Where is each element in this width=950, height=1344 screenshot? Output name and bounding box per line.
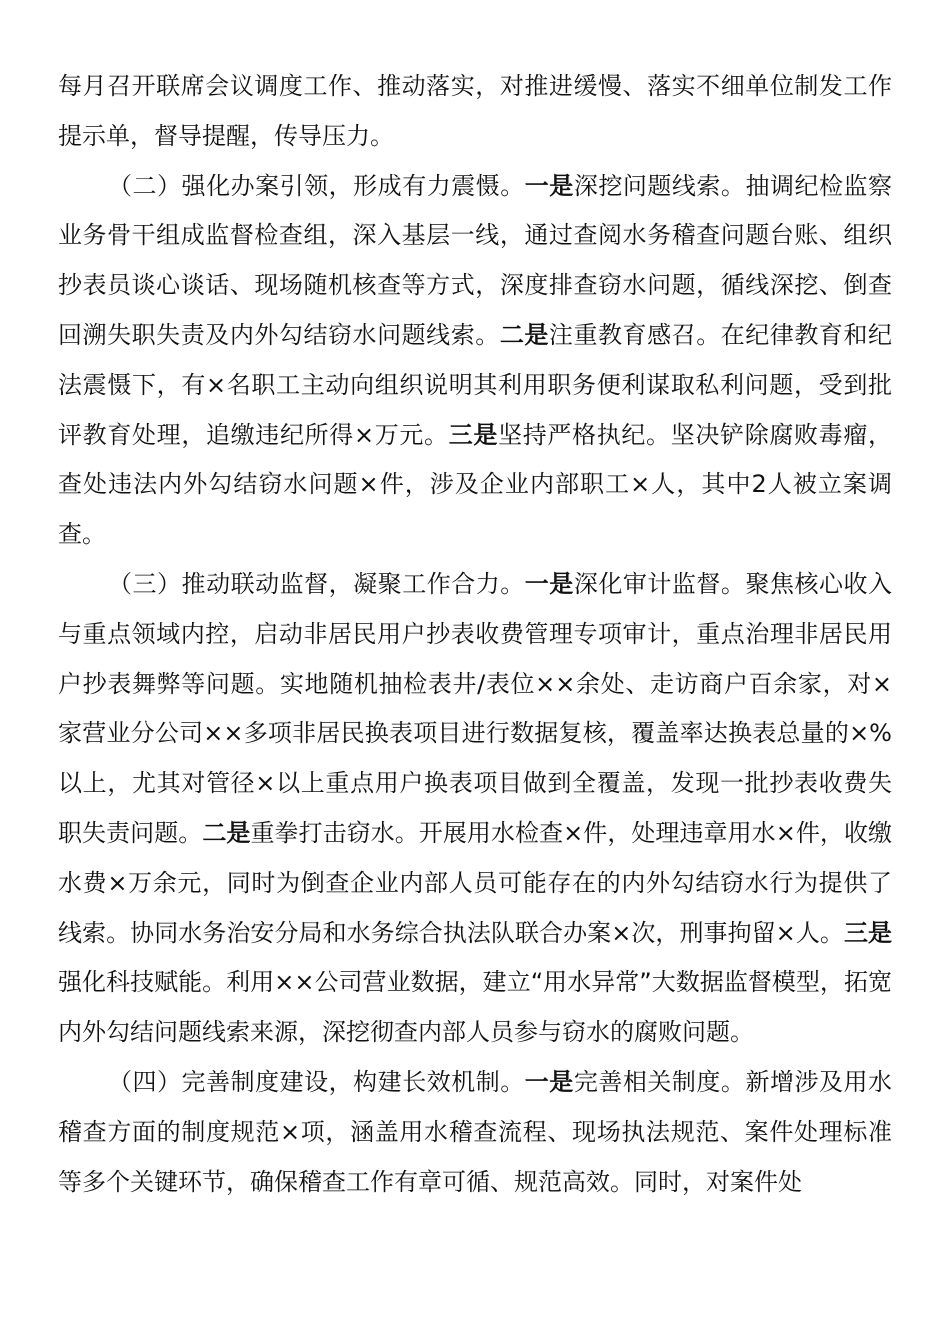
paragraph-2 — [58, 162, 892, 560]
section-heading-2: （二）强化办案引领，形成有力震慑。 — [108, 171, 525, 200]
point-text-2: 重拳打击窃水。开展用水检查×件，处理违章用水×件，收缴水费×万余元，同时为倒查企业内部人员可能存在的内外勾结窃水行为提供了线索。协同水务治安分局和水务综合执法队联合办案×次，刑事拘留×人。 — [58, 818, 893, 947]
point-text-1: 深化审计监督。聚焦核心收入与重点领域内控，启动非居民用户抄表收费管理专项审计，重点治理非居民用户抄表舞弊等问题。实地随机抽检表井/表位××余处、走访商户百余家，对×家营业分公司××多项非居民换表项目进行数据复核，覆盖率达换表总量的×%以上，尤其对管径×以上重点用户换表项目做到全覆盖，发现一批抄表收费失职失责问题。 — [58, 569, 893, 847]
section-heading-4: （四）完善制度建设，构建长效机制。 — [108, 1067, 525, 1096]
paragraph-3 — [58, 560, 892, 1058]
point-label-1: 一是 — [524, 171, 574, 200]
paragraph-4 — [58, 1058, 892, 1207]
point-label-2: 二是 — [202, 818, 251, 847]
section-heading-3: （三）推动联动监督，凝聚工作合力。 — [108, 569, 525, 598]
point-text-1: 深挖问题线索。抽调纪检监察业务骨干组成监督检查组，深入基层一线，通过查阅水务稽查问题台账、组织抄表员谈心谈话、现场随机核查等方式，深度排查窃水问题，循线深挖、倒查回溯失职失责及内外勾结窃水问题线索。 — [58, 171, 893, 349]
point-text-3: 坚持严格执纪。坚决铲除腐败毒瘤，查处违法内外勾结窃水问题×件，涉及企业内部职工×人，其中2人被立案调查。 — [58, 420, 893, 549]
point-label-3: 三是 — [448, 420, 499, 449]
point-text-3: 强化科技赋能。利用××公司营业数据，建立“用水异常”大数据监督模型，拓宽内外勾结问题线索来源，深挖彻查内部人员参与窃水的腐败问题。 — [58, 968, 892, 1047]
point-label-1: 一是 — [524, 569, 574, 598]
point-text-2: 注重教育感召。在纪律教育和纪法震慑下，有×名职工主动向组织说明其利用职务便利谋取私利问题，受到批评教育处理，追缴违纪所得×万元。 — [58, 320, 893, 449]
paragraph-1 — [58, 62, 892, 162]
point-label-2: 二是 — [499, 320, 549, 349]
point-label-1: 一是 — [524, 1067, 574, 1096]
point-label-3: 三是 — [843, 918, 893, 947]
paragraph-1-text: 每月召开联席会议调度工作、推动落实，对推进缓慢、落实不细单位制发工作提示单，督导提醒，传导压力。 — [58, 72, 892, 150]
point-text-1: 完善相关制度。新增涉及用水稽查方面的制度规范×项，涵盖用水稽查流程、现场执法规范、案件处理标准等多个关键环节，确保稽查工作有章可循、规范高效。同时，对案件处 — [58, 1067, 893, 1196]
